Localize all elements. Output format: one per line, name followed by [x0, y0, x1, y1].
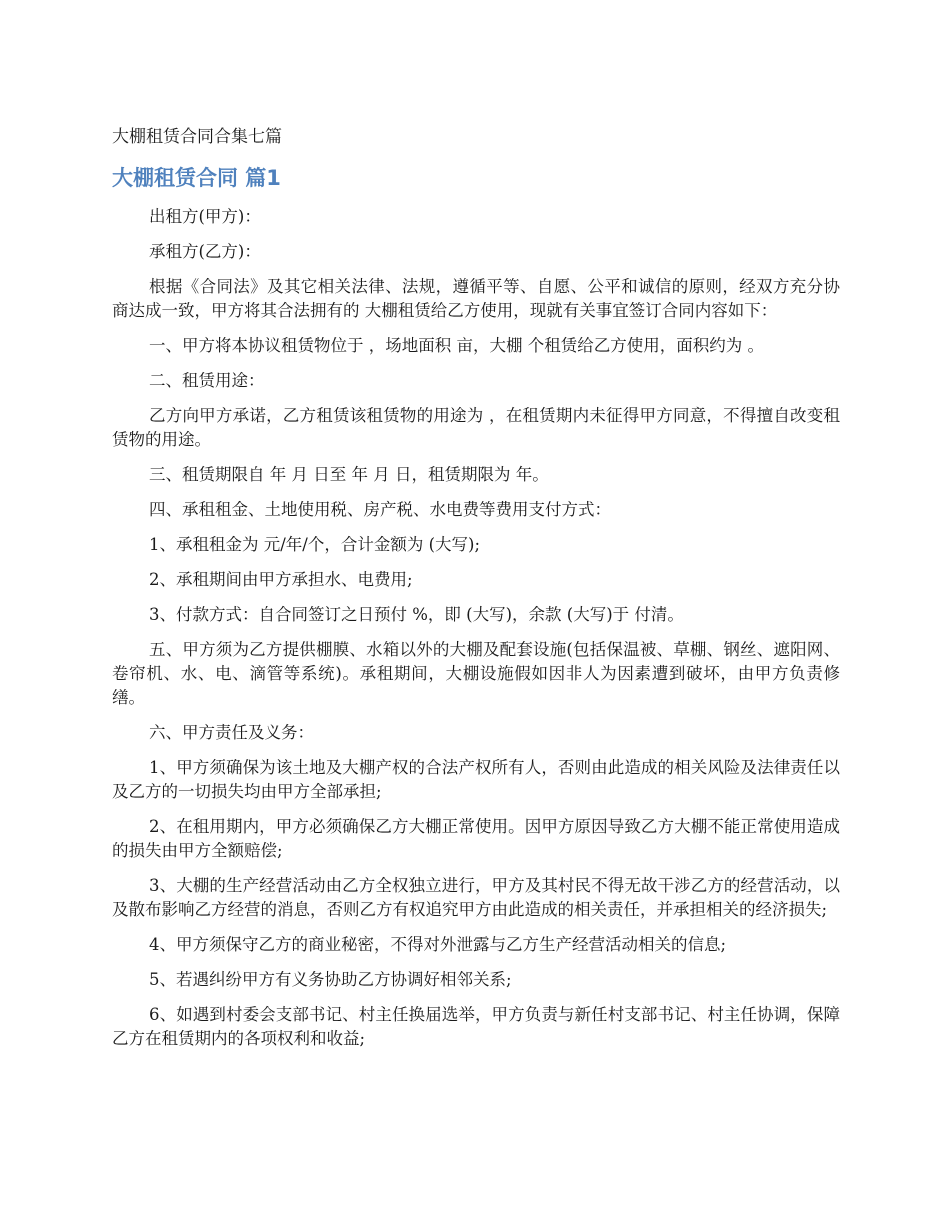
paragraph-preamble: 根据《合同法》及其它相关法律、法规，遵循平等、自愿、公平和诚信的原则，经双方充分协商达成一致，甲方将其合法拥有的 大棚租赁给乙方使用，现就有关事宜签订合同内容如下：	[112, 277, 840, 320]
section-heading: 大棚租赁合同 篇1	[112, 166, 281, 190]
paragraph-clause-6-item-3: 3、大棚的生产经营活动由乙方全权独立进行，甲方及其村民不得无故干涉乙方的经营活动，以及散布影响乙方经营的消息，否则乙方有权追究甲方由此造成的相关责任，并承担相关的经济损失;	[112, 876, 840, 919]
paragraph-clause-6-item-1: 1、甲方须确保为该土地及大棚产权的合法产权所有人，否则由此造成的相关风险及法律责任以及乙方的一切损失均由甲方全部承担;	[112, 758, 840, 801]
paragraph-clause-2-heading: 二、租赁用途：	[149, 371, 265, 390]
paragraph-clause-4-item-2: 2、承租期间由甲方承担水、电费用;	[149, 570, 413, 589]
paragraph-clause-6-item-5: 5、若遇纠纷甲方有义务协助乙方协调好相邻关系;	[149, 970, 512, 989]
paragraph-clause-3: 三、租赁期限自 年 月 日至 年 月 日，租赁期限为 年。	[149, 465, 549, 484]
paragraph-clause-4-item-3: 3、付款方式：自合同签订之日预付 %，即 (大写)，余款 (大写)于 付清。	[149, 605, 684, 624]
paragraph-clause-6-item-4: 4、甲方须保守乙方的商业秘密，不得对外泄露与乙方生产经营活动相关的信息;	[149, 935, 727, 954]
paragraph-clause-4-heading: 四、承租租金、土地使用税、房产税、水电费等费用支付方式：	[149, 500, 611, 519]
paragraph-clause-2-body: 乙方向甲方承诺，乙方租赁该租赁物的用途为 ，在租赁期内未征得甲方同意，不得擅自改变租赁物的用途。	[112, 406, 840, 449]
paragraph-clause-1: 一、甲方将本协议租赁物位于 ，场地面积 亩，大棚 个租赁给乙方使用，面积约为 。	[149, 336, 764, 355]
paragraph-clause-6-item-6: 6、如遇到村委会支部书记、村主任换届选举，甲方负责与新任村支部书记、村主任协调，保障乙方在租赁期内的各项权利和收益;	[112, 1005, 840, 1048]
paragraph-clause-4-item-1: 1、承租租金为 元/年/个，合计金额为 (大写);	[149, 535, 481, 554]
paragraph-clause-5: 五、甲方须为乙方提供棚膜、水箱以外的大棚及配套设施(包括保温被、草棚、钢丝、遮阳网、卷帘机、水、电、滴管等系统)。承租期间，大棚设施假如因非人为因素遭到破坏，由甲方负责修缮。	[112, 640, 840, 707]
paragraph-clause-6-item-2: 2、在租用期内，甲方必须确保乙方大棚正常使用。因甲方原因导致乙方大棚不能正常使用造成的损失由甲方全额赔偿;	[112, 817, 840, 860]
document-body	[112, 205, 840, 1062]
paragraph-lessee: 承租方(乙方)：	[149, 242, 261, 261]
paragraph-clause-6-heading: 六、甲方责任及义务：	[149, 723, 314, 742]
paragraph-lessor: 出租方(甲方)：	[149, 207, 261, 226]
document-title: 大棚租赁合同合集七篇	[112, 127, 282, 147]
